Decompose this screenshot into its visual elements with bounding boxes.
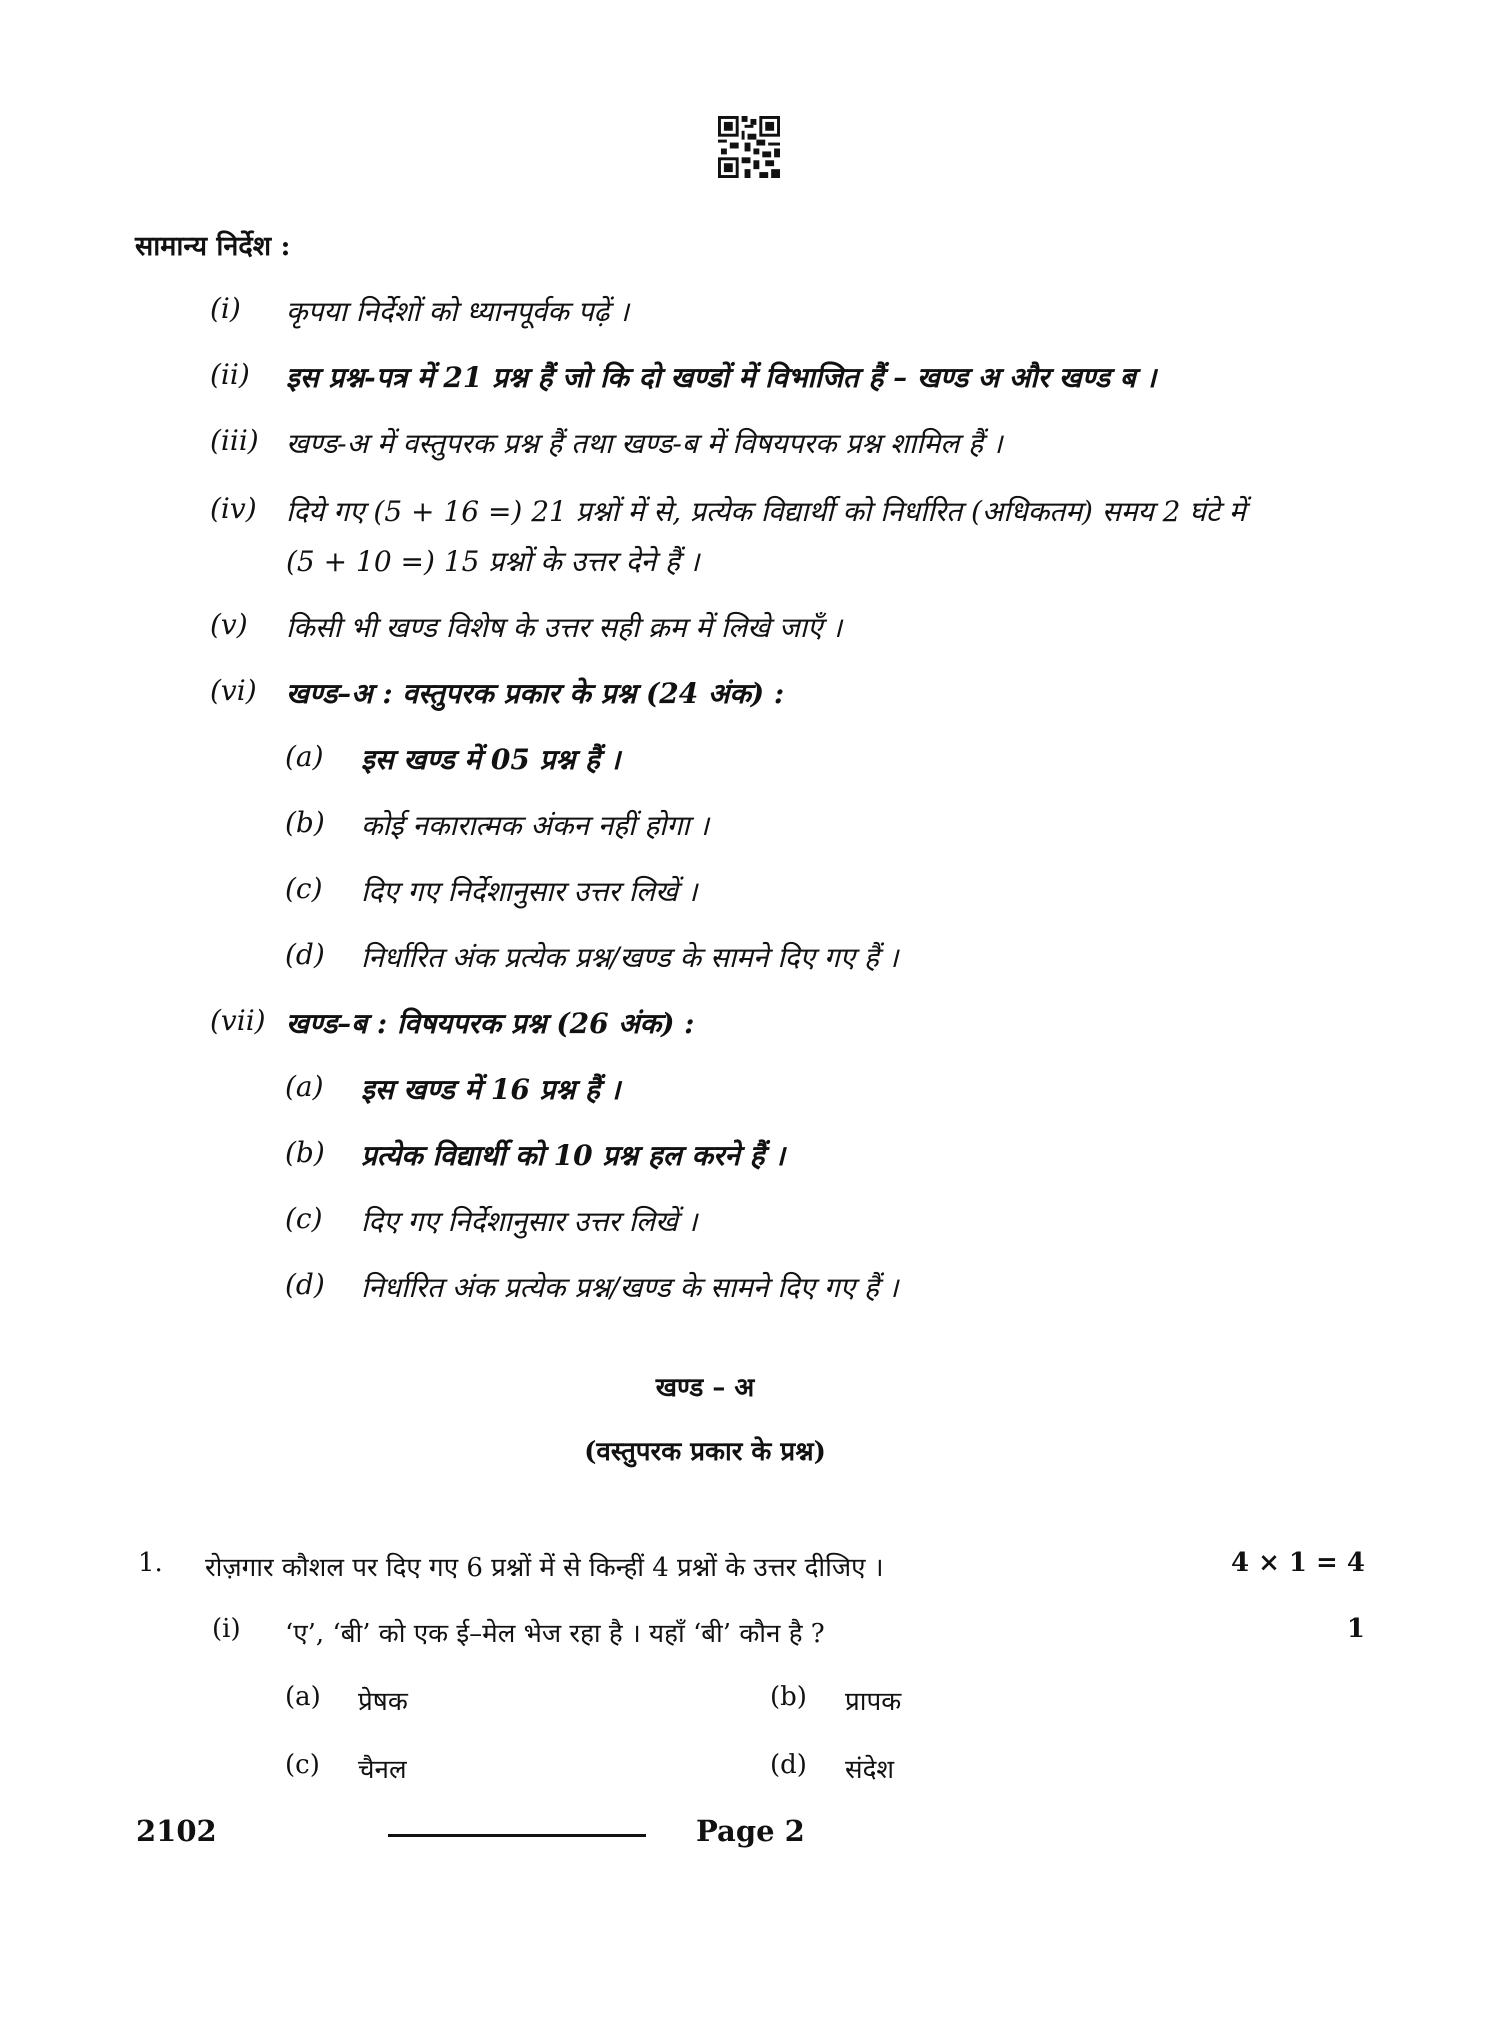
paper-code: 2102 <box>136 1814 217 1848</box>
option-label: (c) <box>285 1750 320 1780</box>
sub-instruction-text: प्रत्येक विद्यार्थी को 10 प्रश्न हल करने हैं । <box>361 1139 785 1172</box>
sub-instruction-text: इस खण्ड में 16 प्रश्न हैं । <box>361 1073 621 1106</box>
sub-instruction-text: निर्धारित अंक प्रत्येक प्रश्न/खण्ड के सामने दिए गए हैं । <box>361 941 899 974</box>
option-label: (b) <box>770 1682 807 1712</box>
instruction-number: (i) <box>210 292 241 325</box>
sub-question-text: ‘ए’, ‘बी’ को एक ई–मेल भेज रहा है । यहाँ ‘बी’ कौन है ? <box>285 1619 825 1649</box>
instruction-text: खण्ड–अ : वस्तुपरक प्रकार के प्रश्न (24 अंक) : <box>286 677 785 710</box>
sub-instruction-number: (c) <box>285 872 323 905</box>
sub-instruction-text: निर्धारित अंक प्रत्येक प्रश्न/खण्ड के सामने दिए गए हैं । <box>361 1271 899 1304</box>
footer-divider <box>388 1834 646 1837</box>
sub-question-marks: 1 <box>1346 1614 1365 1644</box>
section-title: खण्ड – अ <box>655 1373 755 1403</box>
sub-instruction-number: (a) <box>285 740 324 773</box>
sub-instruction-text: दिए गए निर्देशानुसार उत्तर लिखें । <box>361 875 698 908</box>
question-marks: 4 × 1 = 4 <box>1230 1548 1365 1578</box>
sub-instruction-text: कोई नकारात्मक अंकन नहीं होगा । <box>361 809 709 842</box>
instruction-number: (iv) <box>210 492 257 525</box>
sub-instruction-number: (b) <box>285 806 325 839</box>
sub-instruction-text: इस खण्ड में 05 प्रश्न हैं । <box>361 743 621 776</box>
sub-instruction-number: (b) <box>285 1136 325 1169</box>
instruction-text: इस प्रश्न-पत्र में 21 प्रश्न हैं जो कि दो खण्डों में विभाजित हैं – खण्ड अ और खण्ड ब । <box>286 361 1157 394</box>
instruction-number: (iii) <box>210 424 259 457</box>
instruction-number: (v) <box>210 608 248 641</box>
instruction-text: किसी भी खण्ड विशेष के उत्तर सही क्रम में लिखे जाएँ । <box>286 611 842 644</box>
sub-instruction-number: (c) <box>285 1202 323 1235</box>
sub-instruction-number: (d) <box>285 938 325 971</box>
option-text: चैनल <box>358 1755 407 1785</box>
qr-code-icon <box>718 116 780 178</box>
instruction-number: (ii) <box>210 358 250 391</box>
instruction-text: खण्ड-अ में वस्तुपरक प्रश्न हैं तथा खण्ड-ब में विषयपरक प्रश्न शामिल हैं । <box>286 427 1003 460</box>
page-number: Page 2 <box>696 1814 805 1848</box>
section-subtitle: (वस्तुपरक प्रकार के प्रश्न) <box>584 1437 826 1467</box>
instruction-text-continued: (5 + 10 =) 15 प्रश्नों के उत्तर देने हैं । <box>286 545 700 578</box>
instruction-text: खण्ड–ब : विषयपरक प्रश्न (26 अंक) : <box>286 1007 695 1040</box>
sub-question-number: (i) <box>212 1614 241 1644</box>
sub-instruction-number: (d) <box>285 1268 325 1301</box>
option-label: (a) <box>285 1682 321 1712</box>
sub-instruction-text: दिए गए निर्देशानुसार उत्तर लिखें । <box>361 1205 698 1238</box>
question-text: रोज़गार कौशल पर दिए गए 6 प्रश्नों में से किन्हीं 4 प्रश्नों के उत्तर दीजिए । <box>205 1553 884 1583</box>
option-text: प्रापक <box>845 1687 902 1717</box>
sub-instruction-number: (a) <box>285 1070 324 1103</box>
instruction-number: (vi) <box>210 674 257 707</box>
instruction-number: (vii) <box>210 1004 266 1037</box>
option-label: (d) <box>770 1750 807 1780</box>
option-text: संदेश <box>845 1755 895 1785</box>
general-instructions-heading: सामान्य निर्देश : <box>135 231 291 262</box>
instruction-text: दिये गए (5 + 16 =) 21 प्रश्नों में से, प्रत्येक विद्यार्थी को निर्धारित (अधिकतम) समय 2 घंटे में <box>286 495 1246 528</box>
question-number: 1. <box>138 1548 163 1578</box>
instruction-text: कृपया निर्देशों को ध्यानपूर्वक पढ़ें । <box>286 295 629 328</box>
option-text: प्रेषक <box>358 1687 408 1717</box>
